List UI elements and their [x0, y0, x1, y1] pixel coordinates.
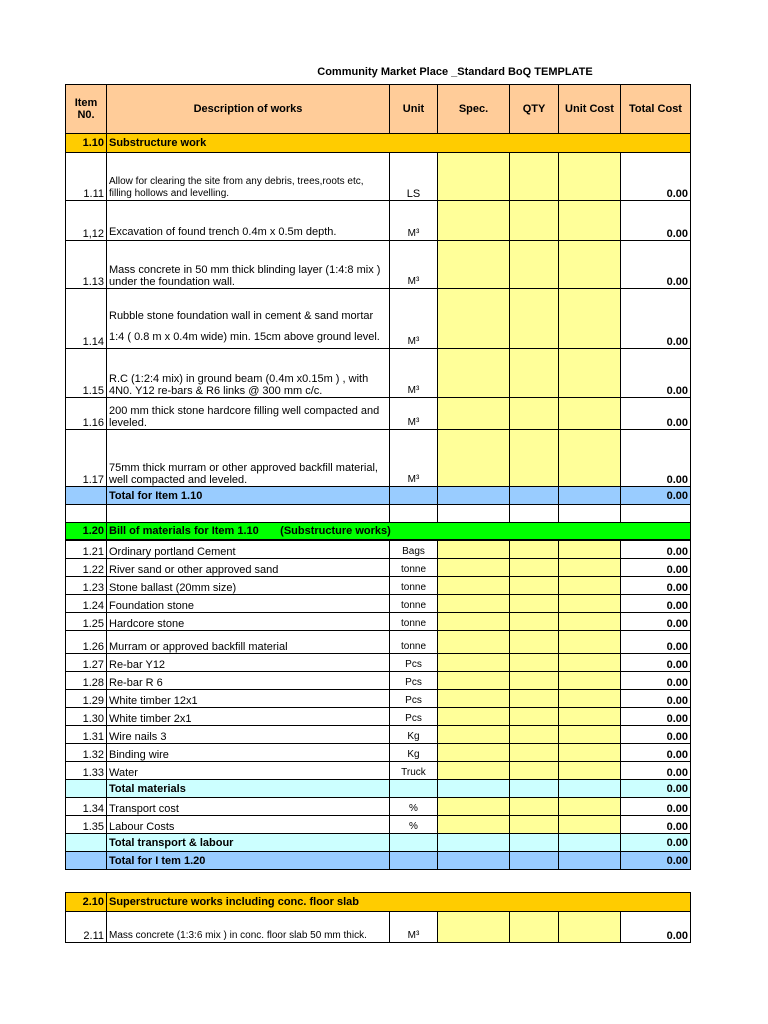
item-number: 1.13: [66, 241, 107, 289]
unit-cost-cell[interactable]: [559, 762, 621, 780]
qty-cell[interactable]: [510, 690, 559, 708]
item-unit: Bags: [390, 541, 438, 559]
total-cost-cell: 0.00: [621, 654, 691, 672]
spec-cell[interactable]: [438, 708, 510, 726]
item-unit: Kg: [390, 726, 438, 744]
total-value: 0.00: [621, 852, 691, 870]
item-description: Murram or approved backfill material: [107, 631, 390, 654]
item-unit: tonne: [390, 559, 438, 577]
spec-cell[interactable]: [438, 595, 510, 613]
item-unit: M³: [390, 349, 438, 398]
header-qty: QTY: [510, 85, 559, 134]
item-number: 1,12: [66, 201, 107, 241]
spec-cell[interactable]: [438, 798, 510, 816]
document-title: Community Market Place _Standard BoQ TEMPLATE: [317, 66, 593, 78]
qty-cell[interactable]: [510, 349, 559, 398]
item-unit: Kg: [390, 744, 438, 762]
total-value: 0.00: [621, 834, 691, 852]
section-total-label: Total for Item 1.10: [107, 487, 390, 505]
section-title: Superstructure works including conc. floor slab: [107, 893, 691, 912]
table-row: [66, 744, 691, 762]
item-number: 1.21: [66, 541, 107, 559]
item-number: 1.17: [66, 430, 107, 487]
section-number: 1.20: [66, 523, 107, 540]
section-title: Substructure work: [107, 134, 691, 153]
total-cost-cell: 0.00: [621, 430, 691, 487]
item-description: Mass concrete (1:3:6 mix ) in conc. floor slab 50 mm thick.: [107, 912, 390, 943]
item-description: Re-bar Y12: [107, 654, 390, 672]
item-description: Foundation stone: [107, 595, 390, 613]
item-number: 1.28: [66, 672, 107, 690]
unit-cost-cell[interactable]: [559, 654, 621, 672]
table-row: [66, 153, 691, 201]
superstructure-table: [65, 892, 691, 943]
header-spec: Spec.: [438, 85, 510, 134]
item-description: Excavation of found trench 0.4m x 0.5m depth.: [107, 201, 390, 241]
materials-table: [65, 540, 691, 870]
table-row: [66, 816, 691, 834]
unit-cost-cell[interactable]: [559, 708, 621, 726]
item-number: 1.16: [66, 398, 107, 430]
section-number: 2.10: [66, 893, 107, 912]
table-row: [66, 690, 691, 708]
spec-cell[interactable]: [438, 726, 510, 744]
total-cost-cell: 0.00: [621, 349, 691, 398]
total-cost-cell: 0.00: [621, 577, 691, 595]
item-unit: M³: [390, 289, 438, 349]
qty-cell[interactable]: [510, 654, 559, 672]
spec-cell[interactable]: [438, 577, 510, 595]
table-row: [66, 349, 691, 398]
table-row: [66, 398, 691, 430]
unit-cost-cell[interactable]: [559, 613, 621, 631]
item-unit: M³: [390, 912, 438, 943]
table-row: [66, 672, 691, 690]
item-unit: tonne: [390, 631, 438, 654]
unit-cost-cell[interactable]: [559, 559, 621, 577]
total-label: Total transport & labour: [107, 834, 390, 852]
spec-cell[interactable]: [438, 912, 510, 943]
section-total-row: [66, 487, 691, 505]
table-row: [66, 631, 691, 654]
item-number: 1.34: [66, 798, 107, 816]
table-row: [66, 201, 691, 241]
table-row: [66, 430, 691, 487]
spec-cell[interactable]: [438, 153, 510, 201]
item-description: Re-bar R 6: [107, 672, 390, 690]
unit-cost-cell[interactable]: [559, 577, 621, 595]
item-unit: Pcs: [390, 672, 438, 690]
total-label: Total for I tem 1.20: [107, 852, 390, 870]
spacer-row: [66, 505, 691, 523]
item-number: 1.33: [66, 762, 107, 780]
qty-cell[interactable]: [510, 613, 559, 631]
table-row: [66, 241, 691, 289]
unit-cost-cell[interactable]: [559, 690, 621, 708]
item-number: 1.27: [66, 654, 107, 672]
spec-cell[interactable]: [438, 744, 510, 762]
item-unit: Truck: [390, 762, 438, 780]
spec-cell[interactable]: [438, 762, 510, 780]
total-label: Total materials: [107, 780, 390, 798]
spec-cell[interactable]: [438, 241, 510, 289]
qty-cell[interactable]: [510, 816, 559, 834]
total-cost-cell: 0.00: [621, 762, 691, 780]
item-unit: tonne: [390, 613, 438, 631]
unit-cost-cell[interactable]: [559, 744, 621, 762]
item-unit: LS: [390, 153, 438, 201]
item-number: 1.23: [66, 577, 107, 595]
item-number: 2.11: [66, 912, 107, 943]
total-cost-cell: 0.00: [621, 912, 691, 943]
total-cost-cell: 0.00: [621, 559, 691, 577]
item-description: R.C (1:2:4 mix) in ground beam (0.4m x0.15m ) , with 4N0. Y12 re-bars & R6 links @ 300 mm c/c.: [107, 349, 390, 398]
item-description: Rubble stone foundation wall in cement & sand mortar 1:4 ( 0.8 m x 0.4m wide) min. 15cm above ground level.: [107, 289, 390, 349]
unit-cost-cell[interactable]: [559, 631, 621, 654]
unit-cost-cell[interactable]: [559, 912, 621, 943]
table-row: [66, 595, 691, 613]
unit-cost-cell[interactable]: [559, 241, 621, 289]
item-description: 200 mm thick stone hardcore filling well compacted and leveled.: [107, 398, 390, 430]
total-cost-cell: 0.00: [621, 690, 691, 708]
total-cost-cell: 0.00: [621, 816, 691, 834]
item-unit: M³: [390, 241, 438, 289]
spec-cell[interactable]: [438, 672, 510, 690]
section-number: 1.10: [66, 134, 107, 153]
table-header-row: [66, 85, 691, 134]
item-unit: M³: [390, 201, 438, 241]
table-row: [66, 762, 691, 780]
total-cost-cell: 0.00: [621, 398, 691, 430]
table-row: [66, 654, 691, 672]
spec-cell[interactable]: [438, 690, 510, 708]
table-row: [66, 912, 691, 943]
item-unit: Pcs: [390, 690, 438, 708]
spec-cell[interactable]: [438, 559, 510, 577]
item-description: Ordinary portland Cement: [107, 541, 390, 559]
boq-table: [65, 84, 691, 540]
total-cost-cell: 0.00: [621, 595, 691, 613]
total-cost-cell: 0.00: [621, 672, 691, 690]
total-cost-cell: 0.00: [621, 289, 691, 349]
header-total-cost: Total Cost: [621, 85, 691, 134]
section-header-row: [66, 134, 691, 153]
section-title: Bill of materials for Item 1.10 (Substructure works): [107, 523, 691, 540]
table-row: [66, 289, 691, 349]
section-header-row: [66, 893, 691, 912]
item-unit: Pcs: [390, 654, 438, 672]
spec-cell[interactable]: [438, 201, 510, 241]
qty-cell[interactable]: [510, 153, 559, 201]
qty-cell[interactable]: [510, 595, 559, 613]
item-number: 1.11: [66, 153, 107, 201]
item-description: Binding wire: [107, 744, 390, 762]
item-description: White timber 2x1: [107, 708, 390, 726]
unit-cost-cell[interactable]: [559, 153, 621, 201]
item-description: White timber 12x1: [107, 690, 390, 708]
unit-cost-cell[interactable]: [559, 541, 621, 559]
qty-cell[interactable]: [510, 559, 559, 577]
unit-cost-cell[interactable]: [559, 672, 621, 690]
unit-cost-cell[interactable]: [559, 595, 621, 613]
qty-cell[interactable]: [510, 541, 559, 559]
total-cost-cell: 0.00: [621, 201, 691, 241]
spec-cell[interactable]: [438, 541, 510, 559]
header-unit-cost: Unit Cost: [559, 85, 621, 134]
spec-cell[interactable]: [438, 430, 510, 487]
item-number: 1.14: [66, 289, 107, 349]
unit-cost-cell[interactable]: [559, 289, 621, 349]
unit-cost-cell[interactable]: [559, 816, 621, 834]
item-unit: tonne: [390, 595, 438, 613]
header-item-no: Item N0.: [66, 85, 107, 134]
total-cost-cell: 0.00: [621, 708, 691, 726]
qty-cell[interactable]: [510, 762, 559, 780]
section-total-row: [66, 852, 691, 870]
spec-cell[interactable]: [438, 613, 510, 631]
item-number: 1.29: [66, 690, 107, 708]
qty-cell[interactable]: [510, 726, 559, 744]
item-description: Labour Costs: [107, 816, 390, 834]
spec-cell[interactable]: [438, 398, 510, 430]
unit-cost-cell[interactable]: [559, 201, 621, 241]
item-description: Water: [107, 762, 390, 780]
item-unit: Pcs: [390, 708, 438, 726]
spec-cell[interactable]: [438, 631, 510, 654]
item-number: 1.32: [66, 744, 107, 762]
item-unit: tonne: [390, 577, 438, 595]
unit-cost-cell[interactable]: [559, 349, 621, 398]
qty-cell[interactable]: [510, 398, 559, 430]
table-row: [66, 798, 691, 816]
header-unit: Unit: [390, 85, 438, 134]
table-row: [66, 577, 691, 595]
total-transport-row: [66, 834, 691, 852]
qty-cell[interactable]: [510, 672, 559, 690]
spec-cell[interactable]: [438, 654, 510, 672]
spec-cell[interactable]: [438, 816, 510, 834]
qty-cell[interactable]: [510, 798, 559, 816]
qty-cell[interactable]: [510, 289, 559, 349]
table-row: [66, 559, 691, 577]
total-materials-row: [66, 780, 691, 798]
unit-cost-cell[interactable]: [559, 398, 621, 430]
table-row: [66, 726, 691, 744]
item-number: 1.22: [66, 559, 107, 577]
item-unit: M³: [390, 430, 438, 487]
spec-cell[interactable]: [438, 289, 510, 349]
item-unit: M³: [390, 398, 438, 430]
total-cost-cell: 0.00: [621, 153, 691, 201]
item-number: 1.31: [66, 726, 107, 744]
item-number: 1.30: [66, 708, 107, 726]
qty-cell[interactable]: [510, 708, 559, 726]
item-description: Allow for clearing the site from any debris, trees,roots etc, filling hollows and levelling.: [107, 153, 390, 201]
total-cost-cell: 0.00: [621, 631, 691, 654]
table-row: [66, 708, 691, 726]
table-row: [66, 613, 691, 631]
unit-cost-cell[interactable]: [559, 726, 621, 744]
item-description: River sand or other approved sand: [107, 559, 390, 577]
item-number: 1.25: [66, 613, 107, 631]
qty-cell[interactable]: [510, 241, 559, 289]
item-description: Wire nails 3: [107, 726, 390, 744]
total-value: 0.00: [621, 780, 691, 798]
section-total-value: 0.00: [621, 487, 691, 505]
item-number: 1.26: [66, 631, 107, 654]
unit-cost-cell[interactable]: [559, 430, 621, 487]
qty-cell[interactable]: [510, 912, 559, 943]
unit-cost-cell[interactable]: [559, 798, 621, 816]
total-cost-cell: 0.00: [621, 241, 691, 289]
total-cost-cell: 0.00: [621, 744, 691, 762]
total-cost-cell: 0.00: [621, 541, 691, 559]
qty-cell[interactable]: [510, 201, 559, 241]
item-description: Hardcore stone: [107, 613, 390, 631]
item-number: 1.24: [66, 595, 107, 613]
section-header-row: [66, 523, 691, 540]
spec-cell[interactable]: [438, 349, 510, 398]
qty-cell[interactable]: [510, 631, 559, 654]
qty-cell[interactable]: [510, 744, 559, 762]
total-cost-cell: 0.00: [621, 613, 691, 631]
item-description: 75mm thick murram or other approved backfill material, well compacted and leveled.: [107, 430, 390, 487]
item-number: 1.15: [66, 349, 107, 398]
table-row: [66, 541, 691, 559]
qty-cell[interactable]: [510, 430, 559, 487]
item-description: Mass concrete in 50 mm thick blinding layer (1:4:8 mix ) under the foundation wall.: [107, 241, 390, 289]
item-unit: %: [390, 798, 438, 816]
item-unit: %: [390, 816, 438, 834]
item-description: Transport cost: [107, 798, 390, 816]
qty-cell[interactable]: [510, 577, 559, 595]
item-number: 1.35: [66, 816, 107, 834]
total-cost-cell: 0.00: [621, 798, 691, 816]
item-description: Stone ballast (20mm size): [107, 577, 390, 595]
total-cost-cell: 0.00: [621, 726, 691, 744]
header-description: Description of works: [107, 85, 390, 134]
